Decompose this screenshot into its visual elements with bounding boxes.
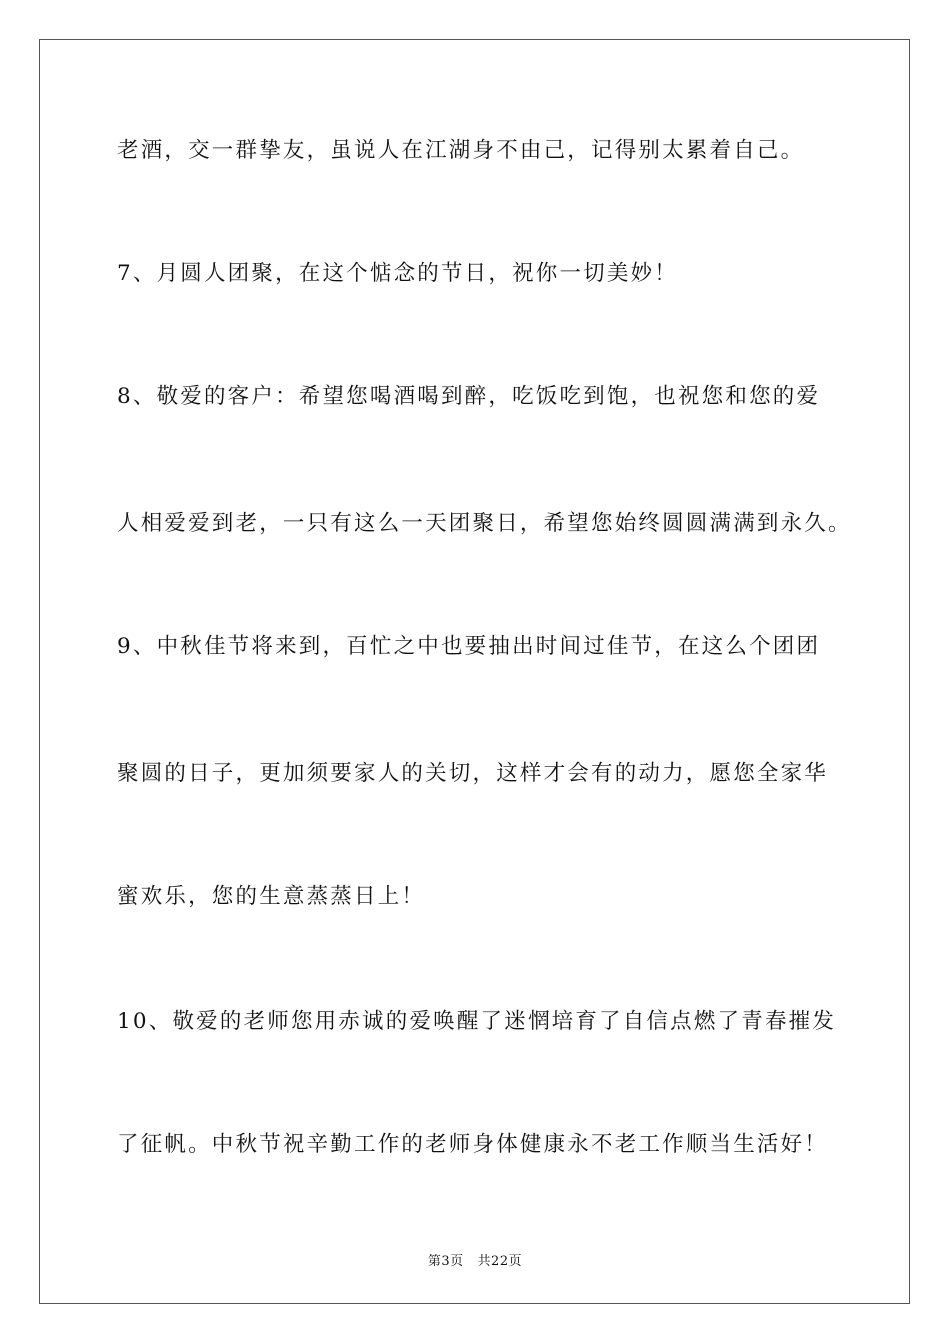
text-line-8: 10、敬爱的老师您用赤诚的爱唤醒了迷惘培育了自信点燃了青春摧发 — [117, 1009, 837, 1034]
text-line-9: 了征帆。中秋节祝辛勤工作的老师身体健康永不老工作顺当生活好！ — [117, 1132, 829, 1157]
text-line-3: 8、敬爱的客户：希望您喝酒喝到醉，吃饭吃到饱，也祝您和您的爱 — [117, 384, 821, 409]
page-number-footer: 第3页 共22页 — [427, 1254, 523, 1269]
text-line-2: 7、月圆人团聚，在这个惦念的节日，祝你一切美妙！ — [117, 261, 678, 286]
text-line-4: 人相爱爱到老，一只有这么一天团聚日，希望您始终圆圆满满到永久。 — [117, 511, 852, 536]
text-line-1: 老酒，交一群挚友，虽说人在江湖身不由己，记得别太累着自己。 — [117, 138, 805, 163]
text-line-6: 聚圆的日子，更加须要家人的关切，这样才会有的动力，愿您全家华 — [117, 761, 829, 786]
text-line-5: 9、中秋佳节将来到，百忙之中也要抽出时间过佳节，在这么个团团 — [117, 634, 821, 659]
page-border — [39, 39, 910, 1304]
text-line-7: 蜜欢乐，您的生意蒸蒸日上！ — [117, 884, 426, 909]
